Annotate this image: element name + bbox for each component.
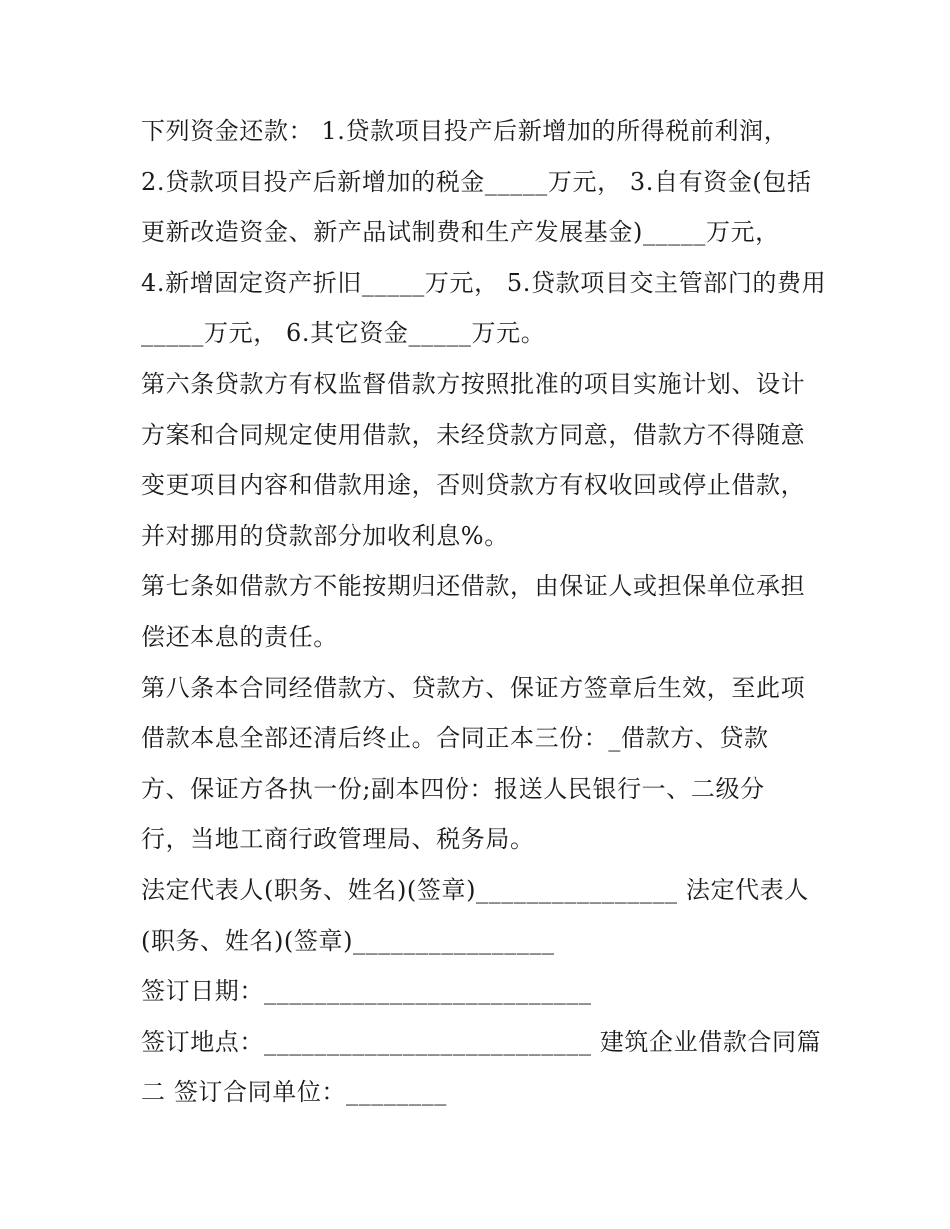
text-line-20: 二 签订合同单位：________ — [141, 1078, 447, 1107]
text-line-14: 方、保证方各执一份;副本四份：报送人民银行一、二级分 — [141, 774, 765, 803]
text-line-7: 方案和合同规定使用借款，未经贷款方同意，借款方不得随意 — [141, 420, 806, 449]
text-line-17: (职务、姓名)(签章)________________ — [141, 926, 555, 955]
text-line-1: 下列资金还款： 1.贷款项目投产后新增加的所得税前利润， — [141, 117, 789, 145]
text-line-3: 更新改造资金、新产品试制费和生产发展基金)_____万元， — [141, 218, 780, 247]
text-line-13: 借款本息全部还清后终止。合同正本三份：_借款方、贷款 — [141, 724, 769, 753]
text-line-6: 第六条贷款方有权监督借款方按照批准的项目实施计划、设计 — [141, 369, 806, 398]
text-line-10: 第七条如借款方不能按期归还借款，由保证人或担保单位承担 — [141, 572, 806, 601]
text-line-2: 2.贷款项目投产后新增加的税金_____万元， 3.自有资金(包括 — [141, 167, 812, 196]
text-line-8: 变更项目内容和借款用途，否则贷款方有权收回或停止借款， — [141, 471, 806, 500]
text-line-18: 签订日期：__________________________ — [141, 977, 592, 1006]
text-line-15: 行，当地工商行政管理局、税务局。 — [141, 825, 535, 854]
text-line-12: 第八条本合同经借款方、贷款方、保证方签章后生效，至此项 — [141, 673, 806, 702]
text-line-11: 偿还本息的责任。 — [141, 622, 338, 651]
document-body — [141, 106, 831, 1118]
text-line-9: 并对挪用的贷款部分加收利息%。 — [141, 521, 509, 550]
text-line-19: 签订地点：__________________________ 建筑企业借款合同篇 — [141, 1027, 822, 1056]
text-line-5: _____万元， 6.其它资金_____万元。 — [141, 319, 546, 348]
text-line-4: 4.新增固定资产折旧_____万元， 5.贷款项目交主管部门的费用 — [141, 268, 827, 297]
text-line-16: 法定代表人(职务、姓名)(签章)________________ 法定代表人 — [141, 875, 809, 904]
